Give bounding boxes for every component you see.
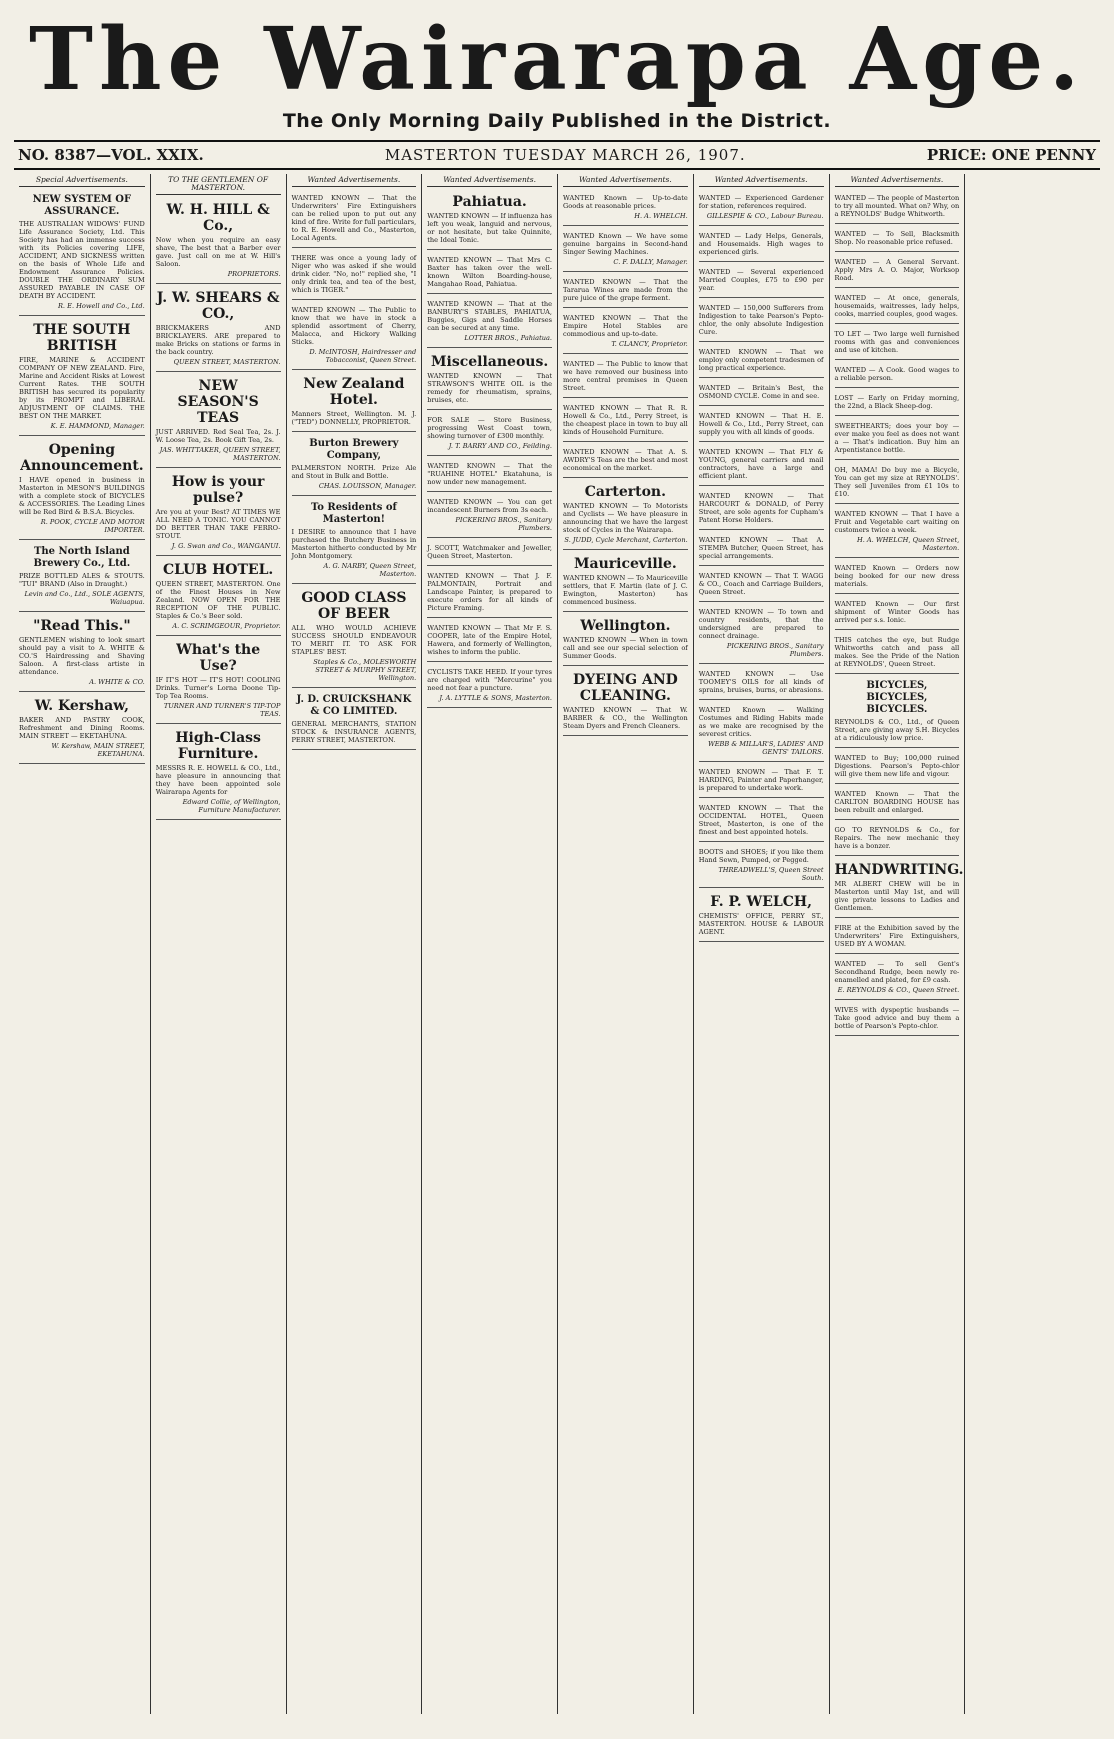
- advertisement-body: SWEETHEARTS; does your boy — ever make you feel as does not want a — That's indication. Buy him an Arpentistance bottle.: [834, 422, 960, 454]
- advertisement-title: DYEING AND CLEANING.: [572, 672, 678, 704]
- advertisement-signature: W. Kershaw, MAIN STREET, EKETAHUNA.: [51, 742, 145, 758]
- advertisement-body: THE AUSTRALIAN WIDOWS' FUND Life Assurance Society, Ltd. This Society has had an immense success with its Policies covering LIFE, ACCIDENT, AND SICKNESS written on the basis of Whole Life and Endowment Assurance Policies. DOUBLE THE ORDINARY SUM ASSURED PAYABLE IN CASE OF DEATH BY ACCIDENT.: [19, 220, 145, 300]
- advertisement: [563, 229, 688, 272]
- column-3: [286, 174, 422, 1714]
- advertisement-body: CHEMISTS' OFFICE, PERRY ST., MASTERTON. HOUSE & LABOUR AGENT.: [698, 912, 824, 936]
- advertisement-signature: H. A. WHELCH, Queen Street, Masterton.: [856, 536, 960, 552]
- advertisement-body: BOOTS and SHOES; if you like them Hand Sewn, Pumped, or Pegged.: [698, 848, 824, 864]
- newspaper-title: The Wairarapa Age.: [28, 9, 1086, 110]
- advertisement-title: W. H. HILL & Co.,: [166, 202, 270, 234]
- advertisement-body: WANTED KNOWN — To town and country residents, that the undersigned are prepared to connect drainage.: [698, 608, 824, 640]
- column-1: [14, 174, 150, 1714]
- advertisement: [563, 401, 688, 442]
- advertisement-title: THE SOUTH BRITISH: [33, 322, 131, 354]
- advertisement-body: QUEEN STREET, MASTERTON. One of the Finest Houses in New Zealand. NOW OPEN FOR THE RECEPTION OF THE PUBLIC. Staples & Co.'s Beer sold.: [155, 580, 281, 620]
- advertisement-body: WANTED Known — We have some genuine bargains in Second-hand Singer Sewing Machines.: [563, 232, 688, 256]
- advertisement: [427, 495, 552, 538]
- issue-number: NO. 8387—VOL. XXIX.: [18, 146, 204, 164]
- column-heading: Wanted Advertisements.: [292, 176, 417, 187]
- advertisement: [19, 191, 145, 316]
- column-2: [150, 174, 286, 1714]
- advertisement: [835, 419, 960, 460]
- advertisement: [699, 845, 824, 888]
- advertisement-signature: Edward Collie, of Wellington, Furniture Manufacturer.: [182, 798, 281, 814]
- advertisement-body: WANTED KNOWN — You can get incandescent Burners from 3s each.: [427, 498, 552, 514]
- advertisement-body: WANTED KNOWN — That I have a Fruit and Vegetable cart waiting on customers twice a week.: [834, 510, 960, 534]
- advertisement: [292, 303, 417, 370]
- advertisement-signature: PROPRIETORS.: [227, 270, 281, 278]
- advertisement: [835, 677, 960, 748]
- advertisement-body: WANTED KNOWN — That T. WAGG & CO., Coach and Carriage Builders, Queen Street.: [698, 572, 824, 596]
- advertisement-signature: Levin and Co., Ltd., SOLE AGENTS, Waiuapua.: [24, 590, 145, 606]
- advertisement: [563, 615, 688, 666]
- advertisement-body: PALMERSTON NORTH. Prize Ale and Stout in Bulk and Bottle.: [291, 464, 417, 480]
- advertisement-body: WANTED KNOWN — That A. STEMPA Butcher, Queen Street, has special arrangements.: [698, 536, 824, 560]
- advertisement: [292, 499, 417, 584]
- advertisement-body: WANTED KNOWN — That HARCOURT & DONALD, of Perry Street, are sole agents for Cupham's Patent Horse Holders.: [698, 492, 824, 524]
- advertisement-body: WANTED — At once, generals, housemaids, waitresses, lady helps, cooks, married couples, good wages.: [834, 294, 960, 318]
- advertisement-body: FIRE, MARINE & ACCIDENT COMPANY OF NEW ZEALAND. Fire, Marine and Accident Risks at Lowest Current Rates. THE SOUTH BRITISH has secured its popularity by its PROMPT and LIBERAL ADJUSTMENT OF CLAIMS. THE BEST ON THE MARKET.: [19, 356, 145, 420]
- advertisement-signature: T. CLANCY, Proprietor.: [611, 340, 688, 348]
- advertisement-title: Wellington.: [580, 618, 671, 634]
- advertisement: [835, 255, 960, 288]
- advertisement-body: WANTED KNOWN — That we employ only competent tradesmen of long practical experience.: [698, 348, 824, 372]
- advertisement: [699, 801, 824, 842]
- advertisement: [19, 695, 145, 764]
- advertisement: [699, 409, 824, 442]
- advertisement-signature: GILLESPIE & CO., Labour Bureau.: [706, 212, 824, 220]
- dateline: [14, 142, 1100, 170]
- advertisement: [699, 381, 824, 406]
- advertisement-body: IF IT'S HOT — IT'S HOT! COOLING Drinks. Turner's Lorna Doone Tip-Top Tea Rooms.: [155, 676, 281, 700]
- advertisement-title: GOOD CLASS OF BEER: [301, 590, 407, 622]
- advertisement-signature: J. T. BARRY AND CO., Feilding.: [448, 442, 552, 450]
- advertisement-body: MR ALBERT CHEW will be in Masterton until May 1st, and will give private lessons to Ladies and Gentlemen.: [834, 880, 960, 912]
- advertisement-signature: K. E. HAMMOND, Manager.: [50, 422, 145, 430]
- column-5: [557, 174, 693, 1714]
- advertisement-body: FIRE at the Exhibition saved by the Underwriters' Fire Extinguishers, USED BY A WOMAN.: [834, 924, 960, 948]
- advertisement-body: WANTED KNOWN — That FLY & YOUNG, general carriers and mail contractors, have a large and efficient plant.: [698, 448, 824, 480]
- advertisement-body: WANTED Known — That the CARLTON BOARDING HOUSE has been rebuilt and enlarged.: [834, 790, 960, 814]
- advertisement-body: WANTED KNOWN — To Motorists and Cyclists — We have pleasure in announcing that we have the largest stock of Cycles in the Wairarapa.: [563, 502, 688, 534]
- advertisement-body: Are you at your Best? AT TIMES WE ALL NEED A TONIC. YOU CANNOT DO BETTER THAN TAKE FERRO-STOUT.: [155, 508, 281, 540]
- advertisement-body: WANTED — The Public to know that we have removed our business into more central premises in Queen Street.: [563, 360, 688, 392]
- advertisement: [835, 507, 960, 558]
- advertisement-signature: E. REYNOLDS & CO., Queen Street.: [837, 986, 960, 994]
- advertisement: [292, 191, 417, 248]
- advertisement: [835, 561, 960, 594]
- advertisement-title: The North Island Brewery Co., Ltd.: [33, 546, 131, 569]
- advertisement-title: BICYCLES, BICYCLES, BICYCLES.: [866, 680, 928, 715]
- advertisement: [699, 445, 824, 486]
- advertisement: [699, 265, 824, 298]
- column-8: [964, 174, 1100, 1714]
- column-heading: TO THE GENTLEMEN OF MASTERTON.: [156, 176, 281, 195]
- advertisement-signature: TURNER AND TURNER'S TIP-TOP TEAS.: [163, 702, 281, 718]
- advertisement: [292, 373, 417, 432]
- advertisement: [427, 297, 552, 348]
- advertisement: [835, 921, 960, 954]
- issue-date: MASTERTON TUESDAY MARCH 26, 1907.: [384, 146, 746, 164]
- advertisement: [563, 357, 688, 398]
- advertisement-body: WANTED KNOWN — The Public to know that we have in stock a splendid assortment of Cherry, Malacca, and Hickory Walking Sticks.: [291, 306, 417, 346]
- advertisement: [699, 345, 824, 378]
- advertisement-title: How is your pulse?: [171, 474, 265, 506]
- advertisement-signature: WEBB & MILLAR'S, LADIES' AND GENTS' TAILORS.: [707, 740, 824, 756]
- advertisement-body: WANTED KNOWN — That the Tararua Wines are made from the pure juice of the grape ferment.: [563, 278, 688, 302]
- advertisement-title: Carterton.: [584, 484, 666, 500]
- advertisement: [699, 703, 824, 762]
- advertisement-signature: A. C. SCRIMGEOUR, Proprietor.: [172, 622, 281, 630]
- advertisement-body: MESSRS R. E. HOWELL & CO., Ltd., have pleasure in announcing that they have been appointed sole Wairarapa Agents for: [155, 764, 281, 796]
- advertisement: [699, 605, 824, 664]
- advertisement: [699, 533, 824, 566]
- advertisement-body: WANTED — To sell Gent's Secondhand Rudge, been newly re-enamelled and plated, for £9 cash.: [834, 960, 960, 984]
- advertisement-body: WANTED to Buy; 100,000 ruined Digestions. Pearson's Pepto-chlor will give them new life and vigour.: [834, 754, 960, 778]
- advertisement-body: LOST — Early on Friday morning, the 22nd, a Black Sheep-dog.: [834, 394, 960, 410]
- advertisement: [292, 691, 417, 750]
- masthead: [14, 9, 1100, 132]
- advertisement-title: NEW SEASON'S TEAS: [177, 378, 259, 426]
- advertisement: [835, 463, 960, 504]
- advertisement: [427, 569, 552, 618]
- advertisement-body: THIS catches the eye, but Rudge Whitworths catch and pass all makes. See the Pride of the Nation at REYNOLDS', Queen Street.: [834, 636, 960, 668]
- advertisement-signature: PICKERING BROS., Sanitary Plumbers.: [726, 642, 824, 658]
- advertisement-body: THERE was once a young lady of Niger who was asked if she would drink cider. "No, no!" replied she, "I only drink tea, and tea of the best, which is TIGER.": [291, 254, 417, 294]
- advertisement-body: WANTED — Lady Helps, Generals, and Housemaids. High wages to experienced girls.: [698, 232, 824, 256]
- advertisement-signature: JAS. WHITTAKER, QUEEN STREET, MASTERTON.: [159, 446, 281, 462]
- issue-price: PRICE: ONE PENNY: [926, 146, 1096, 164]
- advertisement-body: WANTED KNOWN — That Mrs C. Baxter has taken over the well-known Wilton Boarding-house, Mangahao Road, Pahiatua.: [427, 256, 552, 288]
- advertisement-body: WANTED KNOWN — That F. T. HARDING, Painter and Paperhanger, is prepared to undertake work.: [698, 768, 824, 792]
- advertisement: [835, 787, 960, 820]
- advertisement: [427, 621, 552, 662]
- advertisement-body: REYNOLDS & CO., Ltd., of Queen Street, are giving away S.H. Bicycles at a ridiculously low price.: [834, 718, 960, 742]
- advertisement-signature: C. F. DALLY, Manager.: [613, 258, 688, 266]
- advertisement-title: NEW SYSTEM OF ASSURANCE.: [32, 194, 132, 217]
- advertisement-body: WANTED — Britain's Best, the OSMOND CYCLE. Come in and see.: [698, 384, 824, 400]
- advertisement-signature: D. McINTOSH, Hairdresser and Tobacconist, Queen Street.: [309, 348, 417, 364]
- advertisement: [427, 541, 552, 566]
- advertisement-signature: J. G. Swan and Co., WANGANUI.: [171, 542, 281, 550]
- advertisement: [699, 301, 824, 342]
- advertisement-title: F. P. WELCH,: [710, 894, 812, 910]
- advertisement: [835, 1003, 960, 1036]
- advertisement: [156, 471, 281, 556]
- advertisement: [292, 587, 417, 688]
- advertisement-body: WANTED — To Sell, Blacksmith Shop. No reasonable price refused.: [834, 230, 960, 246]
- advertisement-body: Manners Street, Wellington. M. J. ("TED") DONNELLY, PROPRIETOR.: [291, 410, 417, 426]
- advertisement: [156, 199, 281, 284]
- column-4: [421, 174, 557, 1714]
- advertisement: [427, 665, 552, 708]
- advertisement: [563, 191, 688, 226]
- advertisement-signature: R. E. Howell and Co., Ltd.: [57, 302, 145, 310]
- advertisement: [563, 481, 688, 550]
- advertisement-body: WANTED — Several experienced Married Couples, £75 to £90 per year.: [698, 268, 824, 292]
- column-heading: Wanted Advertisements.: [563, 176, 688, 187]
- advertisement: [699, 489, 824, 530]
- advertisement-signature: THREADWELL'S, Queen Street South.: [718, 866, 824, 882]
- column-heading: Wanted Advertisements.: [699, 176, 824, 187]
- advertisement-body: Now when you require an easy shave, The best that a Barber ever gave. Just call on me at W. Hill's Saloon.: [155, 236, 281, 268]
- advertisement-body: WANTED KNOWN — If influenza has left you weak, languid and nervous, or not hesitate, but take Quinnite, the Ideal Tonic.: [427, 212, 552, 244]
- column-6: [693, 174, 829, 1714]
- advertisement: [699, 765, 824, 798]
- advertisement-signature: R. POOK, CYCLE AND MOTOR IMPORTER.: [40, 518, 145, 534]
- advertisement-body: FOR SALE — Store Business, progressing West Coast town, showing turnover of £300 monthly.: [427, 416, 552, 440]
- advertisement: [19, 543, 145, 612]
- advertisement-body: WANTED — A General Servant. Apply Mrs A. O. Major, Worksop Road.: [834, 258, 960, 282]
- advertisement-body: GENERAL MERCHANTS, STATION STOCK & INSURANCE AGENTS, PERRY STREET, MASTERTON.: [291, 720, 417, 744]
- advertisement-title: Miscellaneous.: [431, 354, 549, 370]
- advertisement-body: WANTED KNOWN — That R. R. Howell & Co., Ltd., Perry Street, is the cheapest place in town to buy all kinds of Household Furniture.: [563, 404, 688, 436]
- advertisement-body: WANTED KNOWN — That the Underwriters' Fire Extinguishers can be relied upon to put out any kind of fire. Write for full particulars, to R. E. Howell and Co., Masterton, Local Agents.: [291, 194, 417, 242]
- advertisement: [156, 287, 281, 372]
- advertisement: [835, 957, 960, 1000]
- advertisement-signature: H. A. WHELCH.: [634, 212, 688, 220]
- advertisement-body: I DESIRE to announce that I have purchased the Butchery Business in Masterton hitherto conducted by Mr John Montgomery.: [291, 528, 417, 560]
- advertisement: [427, 253, 552, 294]
- advertisement: [427, 191, 552, 250]
- advertisement: [427, 351, 552, 410]
- advertisement-title: J. D. CRUICKSHANK & CO LIMITED.: [296, 694, 412, 717]
- advertisement-title: CLUB HOTEL.: [162, 562, 274, 578]
- advertisement: [699, 667, 824, 700]
- column-7: [829, 174, 965, 1714]
- advertisement-body: PRIZE BOTTLED ALES & STOUTS. "TUI" BRAND (Also in Draught.): [19, 572, 145, 588]
- advertisement-signature: A. G. NARBY, Queen Street, Masterton.: [323, 562, 417, 578]
- advertisement: [156, 639, 281, 724]
- advertisement-title: HANDWRITING.: [834, 862, 964, 878]
- advertisement: [835, 291, 960, 324]
- advertisement-body: GENTLEMEN wishing to look smart should pay a visit to A. WHITE & CO.'S Hairdressing and Shaving Saloon. A first-class artiste in attendance.: [19, 636, 145, 676]
- advertisement-body: GO TO REYNOLDS & Co., for Repairs. The new mechanic they have is a bonzer.: [834, 826, 960, 850]
- advertisement-signature: A. WHITE & CO.: [89, 678, 145, 686]
- advertisement-body: WANTED — 150,000 Sufferers from Indigestion to take Pearson's Pepto-chlor, the only absolute Indigestion Cure.: [698, 304, 824, 336]
- advertisement: [699, 569, 824, 602]
- advertisement-title: Burton Brewery Company,: [309, 438, 399, 461]
- advertisement: [156, 559, 281, 636]
- advertisement-title: Opening Announcement.: [20, 442, 144, 474]
- advertisement: [835, 597, 960, 630]
- advertisement-body: WANTED KNOWN — That W. BARBER & CO., the Wellington Steam Dyers and French Cleaners.: [563, 706, 688, 730]
- advertisement: [835, 327, 960, 360]
- advertisement: [292, 251, 417, 300]
- advertisement-body: WANTED KNOWN — That H. E. Howell & Co., Ltd., Perry Street, can supply you with all kinds of goods.: [698, 412, 824, 436]
- advertisement: [834, 859, 964, 918]
- column-heading: Special Advertisements.: [19, 176, 145, 187]
- advertisement-body: WANTED Known — Walking Costumes and Riding Habits made as we make are recognised by the severest critics.: [698, 706, 824, 738]
- advertisement-body: JUST ARRIVED. Red Seal Tea, 2s. J. W. Loose Tea, 2s. Book Gift Tea, 2s.: [155, 428, 281, 444]
- advertisement-body: WANTED KNOWN — That STRAWSON'S WHITE OIL is the remedy for rheumatism, sprains, bruises, etc.: [427, 372, 552, 404]
- advertisement-title: J. W. SHEARS & CO.,: [156, 290, 280, 322]
- advertisement-body: WANTED — Experienced Gardener for station, references required.: [698, 194, 824, 210]
- advertisement-signature: QUEEN STREET, MASTERTON.: [173, 358, 281, 366]
- advertisement-body: WANTED KNOWN — That the "RUAHINE HOTEL" Ekatahuna, is now under new management.: [427, 462, 552, 486]
- column-heading: Wanted Advertisements.: [427, 176, 552, 187]
- advertisement-body: WANTED — The people of Masterton to try all mounted. What on? Why, on a REYNOLDS' Budge Whitworth.: [834, 194, 960, 218]
- advertisement: [292, 435, 417, 496]
- advertisement: [563, 445, 688, 478]
- advertisement-body: J. SCOTT, Watchmaker and Jeweller, Queen Street, Masterton.: [427, 544, 552, 560]
- advertisement-body: WANTED Known — Our first shipment of Winter Goods has arrived per s.s. Ionic.: [834, 600, 960, 624]
- advertisement-body: TO LET — Two large well furnished rooms with gas and conveniences and use of kitchen.: [834, 330, 960, 354]
- advertisement: [427, 413, 552, 456]
- advertisement-title: "Read This.": [33, 618, 131, 634]
- advertisement-title: High-Class Furniture.: [175, 730, 261, 762]
- advertisement-body: WANTED KNOWN — That the Empire Hotel Stables are commodious and up-to-date.: [563, 314, 688, 338]
- advertisement: [835, 191, 960, 224]
- advertisement-body: WANTED KNOWN — Use TOOMEY'S OILS for all kinds of sprains, bruises, burns, or abrasions.: [698, 670, 824, 694]
- advertisement-signature: CHAS. LOUISSON, Manager.: [318, 482, 417, 490]
- advertisement: [699, 891, 824, 942]
- advertisement-body: WANTED KNOWN — That J. F. PALMONTAIN, Portrait and Landscape Painter, is prepared to execute orders for all kinds of Picture Framing.: [427, 572, 552, 612]
- advertisement: [835, 751, 960, 784]
- advertisement: [699, 191, 824, 226]
- newspaper-subtitle: The Only Morning Daily Published in the District.: [282, 110, 832, 132]
- advertisement: [835, 363, 960, 388]
- advertisement-body: WANTED KNOWN — That at the BANBURY'S STABLES, PAHIATUA, Buggies, Gigs and Saddle Horses can be secured at any time.: [427, 300, 552, 332]
- advertisement: [156, 375, 281, 468]
- advertisement-body: CYCLISTS TAKE HEED. If your tyres are charged with "Mercurine" you need not fear a puncture.: [427, 668, 552, 692]
- advertisement-signature: LOTTER BROS., Pahiatua.: [464, 334, 552, 342]
- advertisement-body: WANTED Known — Orders now being booked for our new dress materials.: [834, 564, 960, 588]
- advertisement-title: W. Kershaw,: [34, 698, 130, 714]
- advertisement-body: OH, MAMA! Do buy me a Bicycle, You can get my size at REYNOLDS'. They sell Juveniles from £1 10s to £10.: [834, 466, 960, 498]
- advertisement: [563, 669, 688, 736]
- advertisement: [835, 391, 960, 416]
- advertisement-body: WANTED — A Cook. Good wages to a reliable person.: [834, 366, 960, 382]
- advertisement-signature: S. JUDD, Cycle Merchant, Carterton.: [564, 536, 688, 544]
- advertisement: [835, 823, 960, 856]
- advertisement: [699, 229, 824, 262]
- advertisement-signature: PICKERING BROS., Sanitary Plumbers.: [455, 516, 552, 532]
- advertisement: [835, 633, 960, 674]
- advertisement-body: WANTED KNOWN — That A. S. AWDRY'S Teas are the best and most economical on the market.: [563, 448, 688, 472]
- advertisement-title: New Zealand Hotel.: [303, 376, 405, 408]
- advertisement-title: Mauriceville.: [574, 556, 677, 572]
- advertisement-body: WANTED KNOWN — That Mr F. S. COOPER, late of the Empire Hotel, Hawera, and formerly of Wellington, wishes to inform the public.: [427, 624, 552, 656]
- advertisement: [19, 439, 145, 540]
- advertisement: [563, 553, 688, 612]
- advertisement-body: I HAVE opened in business in Masterton in MESON'S BUILDINGS with a complete stock of BICYCLES & ACCESSORIES. The Leading Lines will be Red Bird & B.S.A. Bicycles.: [19, 476, 145, 516]
- advertisement-columns: [14, 174, 1100, 1714]
- advertisement-title: To Residents of Masterton!: [310, 502, 397, 525]
- advertisement-body: BAKER AND PASTRY COOK, Refreshment and Dining Rooms. MAIN STREET — EKETAHUNA.: [19, 716, 145, 740]
- advertisement: [563, 311, 688, 354]
- advertisement-body: WIVES with dyspeptic husbands — Take good advice and buy them a bottle of Pearson's Pepto-chlor.: [834, 1006, 960, 1030]
- advertisement: [835, 227, 960, 252]
- advertisement-body: BRICKMAKERS AND BRICKLAYERS. ARE prepared to make Bricks on stations or farms in the back country.: [155, 324, 281, 356]
- advertisement: [19, 615, 145, 692]
- advertisement-body: ALL WHO WOULD ACHIEVE SUCCESS SHOULD ENDEAVOUR TO MERIT IT. TO ASK FOR STAPLES' BEST.: [291, 624, 417, 656]
- advertisement: [427, 459, 552, 492]
- advertisement-body: WANTED KNOWN — That the OCCIDENTAL HOTEL, Queen Street, Masterton, is one of the finest and best appointed hotels.: [698, 804, 824, 836]
- advertisement-body: WANTED KNOWN — When in town call and see our special selection of Summer Goods.: [563, 636, 688, 660]
- advertisement-title: What's the Use?: [176, 642, 261, 674]
- advertisement-signature: J. A. LYTTLE & SONS, Masterton.: [439, 694, 552, 702]
- advertisement: [156, 727, 281, 820]
- advertisement-body: WANTED KNOWN — To Mauriceville settlers, that F. Martin (late of J. C. Ewington, Masterton) has commenced business.: [563, 574, 688, 606]
- advertisement: [563, 275, 688, 308]
- advertisement-signature: Staples & Co., MOLESWORTH STREET & MURPHY STREET, Wellington.: [313, 658, 417, 682]
- advertisement-title: Pahiatua.: [452, 194, 527, 210]
- column-heading: Wanted Advertisements.: [835, 176, 960, 187]
- advertisement: [19, 319, 145, 436]
- advertisement-body: WANTED Known — Up-to-date Goods at reasonable prices.: [563, 194, 688, 210]
